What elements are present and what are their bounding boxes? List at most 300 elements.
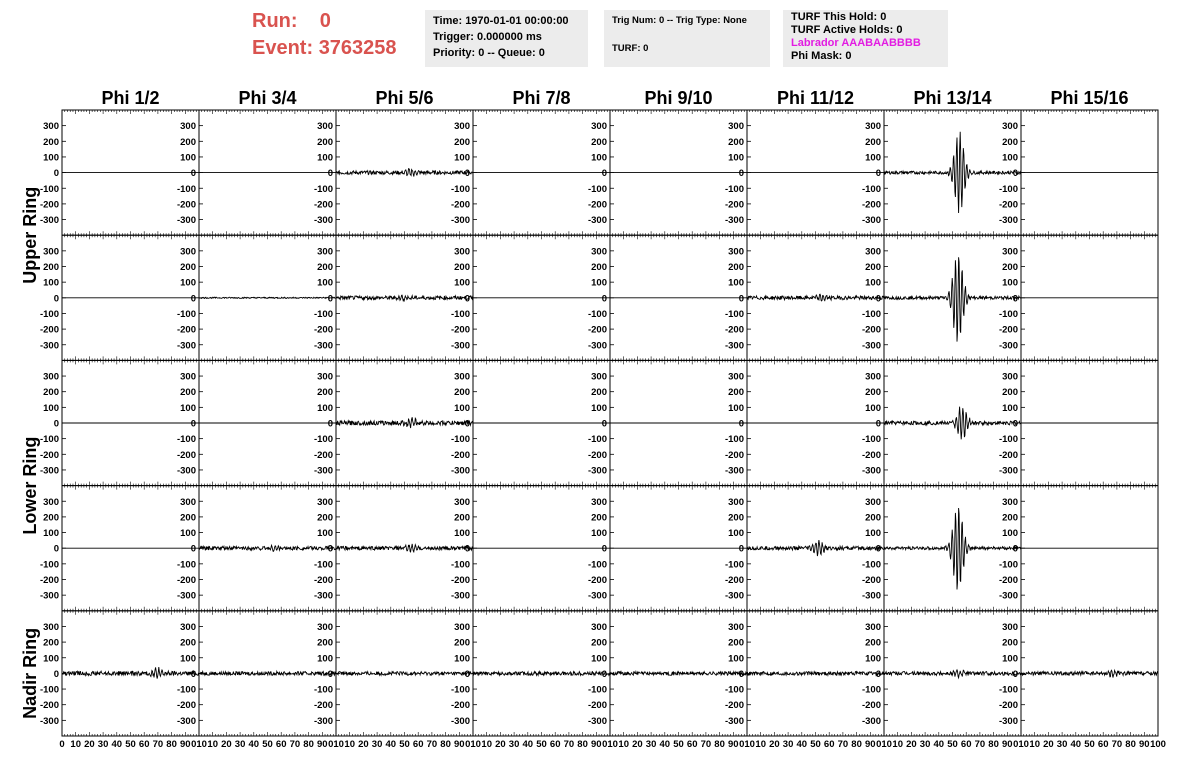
run-value: 0 [319,10,331,32]
x-tick-label: 20 [358,739,369,750]
y-tick-label: -100 [176,684,196,696]
y-tick-label: -100 [724,308,744,320]
y-tick-label: 200 [1002,512,1018,524]
waveform-trace [336,168,473,180]
y-tick-label: -300 [313,215,333,227]
y-tick-label: 200 [43,387,59,399]
y-tick-label: 200 [728,262,744,273]
y-tick-label: 200 [1002,637,1018,649]
y-tick-label: -200 [998,700,1018,712]
y-tick-label: 100 [454,152,470,164]
column-header: Phi 13/14 [913,88,992,108]
x-tick-label: 40 [385,739,397,750]
y-tick-label: -300 [998,715,1018,727]
y-tick-label: 300 [1002,621,1018,633]
x-tick-label: 10 [618,739,629,750]
y-tick-label: -300 [176,340,196,352]
y-tick-label: -300 [861,465,881,477]
column-header: Phi 3/4 [238,88,297,108]
y-tick-label: 0 [601,418,607,430]
y-tick-label: -200 [861,324,881,336]
y-tick-label: -200 [176,199,196,211]
y-tick-label: 300 [180,371,196,383]
y-tick-label: 0 [327,668,333,680]
y-tick-label: 100 [180,277,196,289]
y-tick-label: -100 [998,434,1018,446]
y-tick-label: 200 [317,387,333,399]
y-tick-label: 200 [317,512,333,524]
waveform-trace [199,672,336,676]
y-tick-label: 200 [865,136,881,148]
y-tick-label: 0 [738,543,744,555]
x-tick-label: 90 [728,739,739,750]
y-tick-label: 0 [875,543,881,555]
row-label: Upper Ring [20,186,40,284]
x-tick-label: 20 [221,739,232,750]
x-tick-label: 90 [865,739,876,750]
x-tick-label: 10 [755,739,766,750]
y-tick-label: 300 [454,121,470,133]
x-tick-label: 80 [988,739,999,750]
y-tick-label: 200 [317,136,333,148]
y-tick-label: -200 [450,324,470,336]
x-tick-label: 30 [508,739,520,750]
y-tick-label: 200 [454,262,470,273]
y-tick-label: 200 [591,387,607,399]
row-label: Lower Ring [20,436,40,535]
y-tick-label: -300 [313,340,333,352]
y-tick-label: 100 [180,653,196,665]
y-tick-label: -100 [587,559,607,571]
y-tick-label: 0 [327,168,333,180]
y-tick-label: 300 [454,621,470,633]
x-join-label: 010 [465,739,481,750]
y-tick-label: 200 [591,512,607,524]
y-tick-label: 200 [865,637,881,649]
x-tick-label: 90 [1002,739,1013,750]
y-tick-label: -200 [724,199,744,211]
y-tick-label: -100 [313,684,333,696]
y-tick-label: 300 [591,371,607,383]
y-tick-label: 100 [728,277,744,289]
y-tick-label: 300 [865,496,881,508]
y-tick-label: 300 [43,496,59,508]
y-tick-label: -200 [450,575,470,586]
y-tick-label: -200 [39,199,59,211]
x-join-label: 010 [1013,739,1029,750]
event-value: 3763258 [318,37,397,59]
waveform-trace [884,670,1021,678]
y-tick-label: -300 [587,465,607,477]
y-tick-label: 300 [454,246,470,258]
y-tick-label: -200 [587,449,607,461]
x-tick-label: 80 [851,739,862,750]
y-tick-label: -200 [39,700,59,712]
x-tick-label: 60 [686,739,698,750]
y-tick-label: -100 [587,684,607,696]
y-tick-label: -200 [39,575,59,586]
y-tick-label: -100 [861,434,881,446]
x-tick-label: 20 [906,739,917,750]
y-tick-label: 300 [317,371,333,383]
y-tick-label: 0 [190,543,196,555]
y-tick-label: -200 [998,199,1018,211]
x-join-label: 010 [876,739,892,750]
y-tick-label: -300 [587,340,607,352]
waveform-trace [199,297,336,298]
x-tick-label: 30 [371,739,383,750]
y-tick-label: 200 [180,136,196,148]
y-tick-label: 200 [180,512,196,524]
y-tick-label: 200 [865,262,881,273]
y-tick-label: -200 [724,324,744,336]
y-tick-label: 100 [43,152,59,164]
y-tick-label: 200 [43,512,59,524]
y-tick-label: 100 [591,277,607,289]
y-tick-label: -100 [39,684,59,696]
y-tick-label: 0 [53,668,59,680]
y-tick-label: 300 [317,246,333,258]
waveform-trace [610,672,747,676]
y-tick-label: 0 [875,418,881,430]
turf-active-line: TURF Active Holds: 0 [791,24,903,36]
y-tick-label: 100 [43,653,59,665]
y-tick-label: 300 [454,371,470,383]
y-tick-label: 200 [43,136,59,148]
run-label: Run: [252,10,298,32]
y-tick-label: 0 [464,668,470,680]
y-tick-label: 300 [728,121,744,133]
y-tick-label: 200 [865,512,881,524]
y-tick-label: -200 [176,575,196,586]
y-tick-label: 300 [1002,371,1018,383]
y-tick-label: -100 [39,308,59,320]
y-tick-label: 0 [327,418,333,430]
y-tick-label: -300 [176,465,196,477]
y-tick-label: -100 [587,183,607,195]
y-tick-label: 200 [180,637,196,649]
y-tick-label: 0 [601,668,607,680]
y-tick-label: 300 [865,371,881,383]
y-tick-label: 200 [317,637,333,649]
y-tick-label: 100 [1002,277,1018,289]
y-tick-label: -200 [39,324,59,336]
x-tick-label: 20 [1043,739,1054,750]
y-tick-label: 300 [591,621,607,633]
y-tick-label: 0 [190,668,196,680]
x-tick-label: 80 [303,739,314,750]
y-tick-label: -300 [998,465,1018,477]
y-tick-label: 300 [728,371,744,383]
y-tick-label: -100 [450,183,470,195]
x-tick-label: 10 [207,739,218,750]
x-tick-label: 70 [1111,739,1123,750]
x-tick-label: 80 [1125,739,1136,750]
x-tick-label: 40 [933,739,945,750]
x-tick-label: 80 [714,739,725,750]
y-tick-label: -200 [313,199,333,211]
x-tick-label: 50 [810,739,821,750]
y-tick-label: -100 [998,183,1018,195]
waveform-trace [1021,670,1158,677]
y-tick-label: -200 [724,700,744,712]
y-tick-label: 300 [43,621,59,633]
y-tick-label: 200 [865,387,881,399]
y-tick-label: 100 [43,277,59,289]
x-tick-label: 30 [1056,739,1068,750]
y-tick-label: 100 [454,277,470,289]
y-tick-label: 200 [591,136,607,148]
x-tick-label: 60 [1097,739,1109,750]
y-tick-label: 100 [454,402,470,414]
y-tick-label: -100 [861,308,881,320]
x-tick-label: 10 [70,739,81,750]
x-tick-label: 10 [344,739,355,750]
y-tick-label: 100 [591,653,607,665]
y-tick-label: 100 [454,528,470,540]
x-tick-label: 70 [700,739,712,750]
y-tick-label: -300 [998,215,1018,227]
x-tick-label: 30 [645,739,657,750]
y-tick-label: 300 [1002,496,1018,508]
y-tick-label: -300 [587,715,607,727]
y-tick-label: 300 [1002,246,1018,258]
x-tick-label: 30 [97,739,109,750]
y-tick-label: -100 [450,434,470,446]
y-tick-label: -300 [39,215,59,227]
y-tick-label: 0 [464,418,470,430]
y-tick-label: 0 [190,293,196,305]
x-tick-label: 70 [289,739,301,750]
y-tick-label: -300 [313,465,333,477]
y-tick-label: -300 [39,340,59,352]
trig-line: Trig Num: 0 -- Trig Type: None [612,15,747,26]
y-tick-label: -200 [176,324,196,336]
y-tick-label: -300 [998,340,1018,352]
y-tick-label: -200 [313,324,333,336]
y-tick-label: -100 [998,559,1018,571]
y-tick-label: 100 [1002,152,1018,164]
y-tick-label: 200 [180,387,196,399]
x-join-label: 010 [328,739,344,750]
y-tick-label: 0 [1012,293,1018,305]
y-tick-label: 300 [1002,121,1018,133]
y-tick-label: -300 [861,215,881,227]
y-tick-label: 200 [180,262,196,273]
y-tick-label: -100 [998,308,1018,320]
y-tick-label: 0 [738,668,744,680]
y-tick-label: -300 [998,590,1018,602]
y-tick-label: 300 [865,246,881,258]
y-tick-label: 100 [1002,402,1018,414]
x-tick-label: 10 [892,739,903,750]
y-tick-label: 100 [317,653,333,665]
y-tick-label: -100 [587,308,607,320]
y-tick-label: 0 [1012,418,1018,430]
column-header: Phi 5/6 [375,88,434,108]
y-tick-label: -300 [39,465,59,477]
y-tick-label: 0 [53,168,59,180]
x-tick-label: 60 [412,739,424,750]
x-join-label: 010 [602,739,618,750]
y-tick-label: 100 [728,152,744,164]
priority-line: Priority: 0 -- Queue: 0 [433,47,545,59]
x-tick-label: 40 [248,739,260,750]
event-label: Event: [252,37,314,59]
y-tick-label: -300 [861,340,881,352]
y-tick-label: 100 [728,653,744,665]
column-header: Phi 7/8 [512,88,571,108]
y-tick-label: -100 [313,434,333,446]
x-tick-label: 40 [111,739,123,750]
y-tick-label: -300 [176,715,196,727]
x-tick-label: 40 [796,739,808,750]
y-tick-label: 100 [865,653,881,665]
y-tick-label: -200 [587,324,607,336]
x-tick-label: 90 [317,739,328,750]
x-tick-label: 50 [536,739,547,750]
y-tick-label: 200 [728,637,744,649]
y-tick-label: -300 [313,590,333,602]
y-tick-label: -100 [998,684,1018,696]
y-tick-label: -200 [39,449,59,461]
y-tick-label: -300 [450,215,470,227]
turf-line: TURF: 0 [612,43,649,54]
y-tick-label: 300 [591,121,607,133]
y-tick-label: 100 [180,152,196,164]
y-tick-label: -200 [313,575,333,586]
y-tick-label: -100 [313,183,333,195]
x-tick-label: 60 [138,739,150,750]
y-tick-label: -100 [861,684,881,696]
y-tick-label: -200 [176,449,196,461]
y-tick-label: 200 [454,387,470,399]
column-header: Phi 15/16 [1050,88,1129,108]
x-last-label: 100 [1150,739,1166,750]
x-tick-label: 50 [947,739,958,750]
y-tick-label: -300 [861,715,881,727]
y-tick-label: 300 [591,496,607,508]
y-tick-label: -200 [724,449,744,461]
x-tick-label: 40 [659,739,671,750]
y-tick-label: 300 [43,121,59,133]
y-tick-label: -200 [998,575,1018,586]
y-tick-label: 100 [317,152,333,164]
y-tick-label: 0 [464,168,470,180]
y-tick-label: 0 [53,293,59,305]
x-tick-label: 20 [632,739,643,750]
x-tick-label: 90 [591,739,602,750]
y-tick-label: 0 [738,168,744,180]
y-tick-label: 200 [1002,136,1018,148]
y-tick-label: 200 [43,637,59,649]
y-tick-label: -200 [998,449,1018,461]
y-tick-label: -100 [861,559,881,571]
x-tick-label: 30 [919,739,931,750]
y-tick-label: -100 [313,559,333,571]
y-tick-label: 200 [728,136,744,148]
y-tick-label: 0 [738,418,744,430]
y-tick-label: -300 [724,340,744,352]
y-tick-label: -100 [176,308,196,320]
y-tick-label: 100 [43,528,59,540]
x-tick-label: 10 [481,739,492,750]
y-tick-label: 200 [591,262,607,273]
y-tick-label: -300 [587,215,607,227]
y-tick-label: -100 [724,684,744,696]
x-join-label: 010 [739,739,755,750]
y-tick-label: 200 [454,136,470,148]
y-tick-label: 100 [43,402,59,414]
y-tick-label: -300 [587,590,607,602]
y-tick-label: -200 [724,575,744,586]
y-tick-label: -100 [724,559,744,571]
x-tick-label: 60 [549,739,561,750]
y-tick-label: 0 [464,293,470,305]
y-tick-label: 300 [180,246,196,258]
y-tick-label: 300 [728,496,744,508]
y-tick-label: 200 [317,262,333,273]
y-tick-label: -200 [176,700,196,712]
y-tick-label: 100 [865,528,881,540]
y-tick-label: -100 [724,434,744,446]
y-tick-label: 200 [454,637,470,649]
y-tick-label: 300 [317,121,333,133]
y-tick-label: 200 [591,637,607,649]
x-tick-label: 20 [769,739,780,750]
x-tick-label: 20 [84,739,95,750]
y-tick-label: -300 [39,590,59,602]
y-tick-label: -100 [39,559,59,571]
y-tick-label: 100 [865,277,881,289]
y-tick-label: -200 [861,449,881,461]
x-tick-label: 30 [782,739,794,750]
turf-hold-line: TURF This Hold: 0 [791,11,887,23]
column-header: Phi 9/10 [644,88,713,108]
y-tick-label: -200 [587,700,607,712]
y-tick-label: 300 [43,371,59,383]
y-tick-label: 100 [317,528,333,540]
y-tick-label: 0 [53,543,59,555]
y-tick-label: -200 [313,700,333,712]
waveform-trace [747,672,884,676]
x-tick-label: 10 [1029,739,1040,750]
y-tick-label: -200 [587,199,607,211]
y-tick-label: 100 [180,402,196,414]
y-tick-label: 0 [875,168,881,180]
y-tick-label: -100 [39,183,59,195]
y-tick-label: -200 [861,575,881,586]
y-tick-label: -100 [450,684,470,696]
x-tick-label: 20 [495,739,506,750]
x-tick-label: 50 [125,739,136,750]
waveform-trace [747,540,884,556]
x-tick-label: 50 [399,739,410,750]
y-tick-label: -100 [861,183,881,195]
y-tick-label: 100 [317,402,333,414]
y-tick-label: 100 [317,277,333,289]
y-tick-label: 0 [1012,543,1018,555]
y-tick-label: 100 [180,528,196,540]
y-tick-label: -300 [724,215,744,227]
y-tick-label: -300 [313,715,333,727]
waveform-trace [199,545,336,551]
y-tick-label: -200 [861,700,881,712]
y-tick-label: 0 [875,668,881,680]
y-tick-label: 0 [327,543,333,555]
x-tick-label: 70 [974,739,986,750]
x-tick-label: 70 [563,739,575,750]
